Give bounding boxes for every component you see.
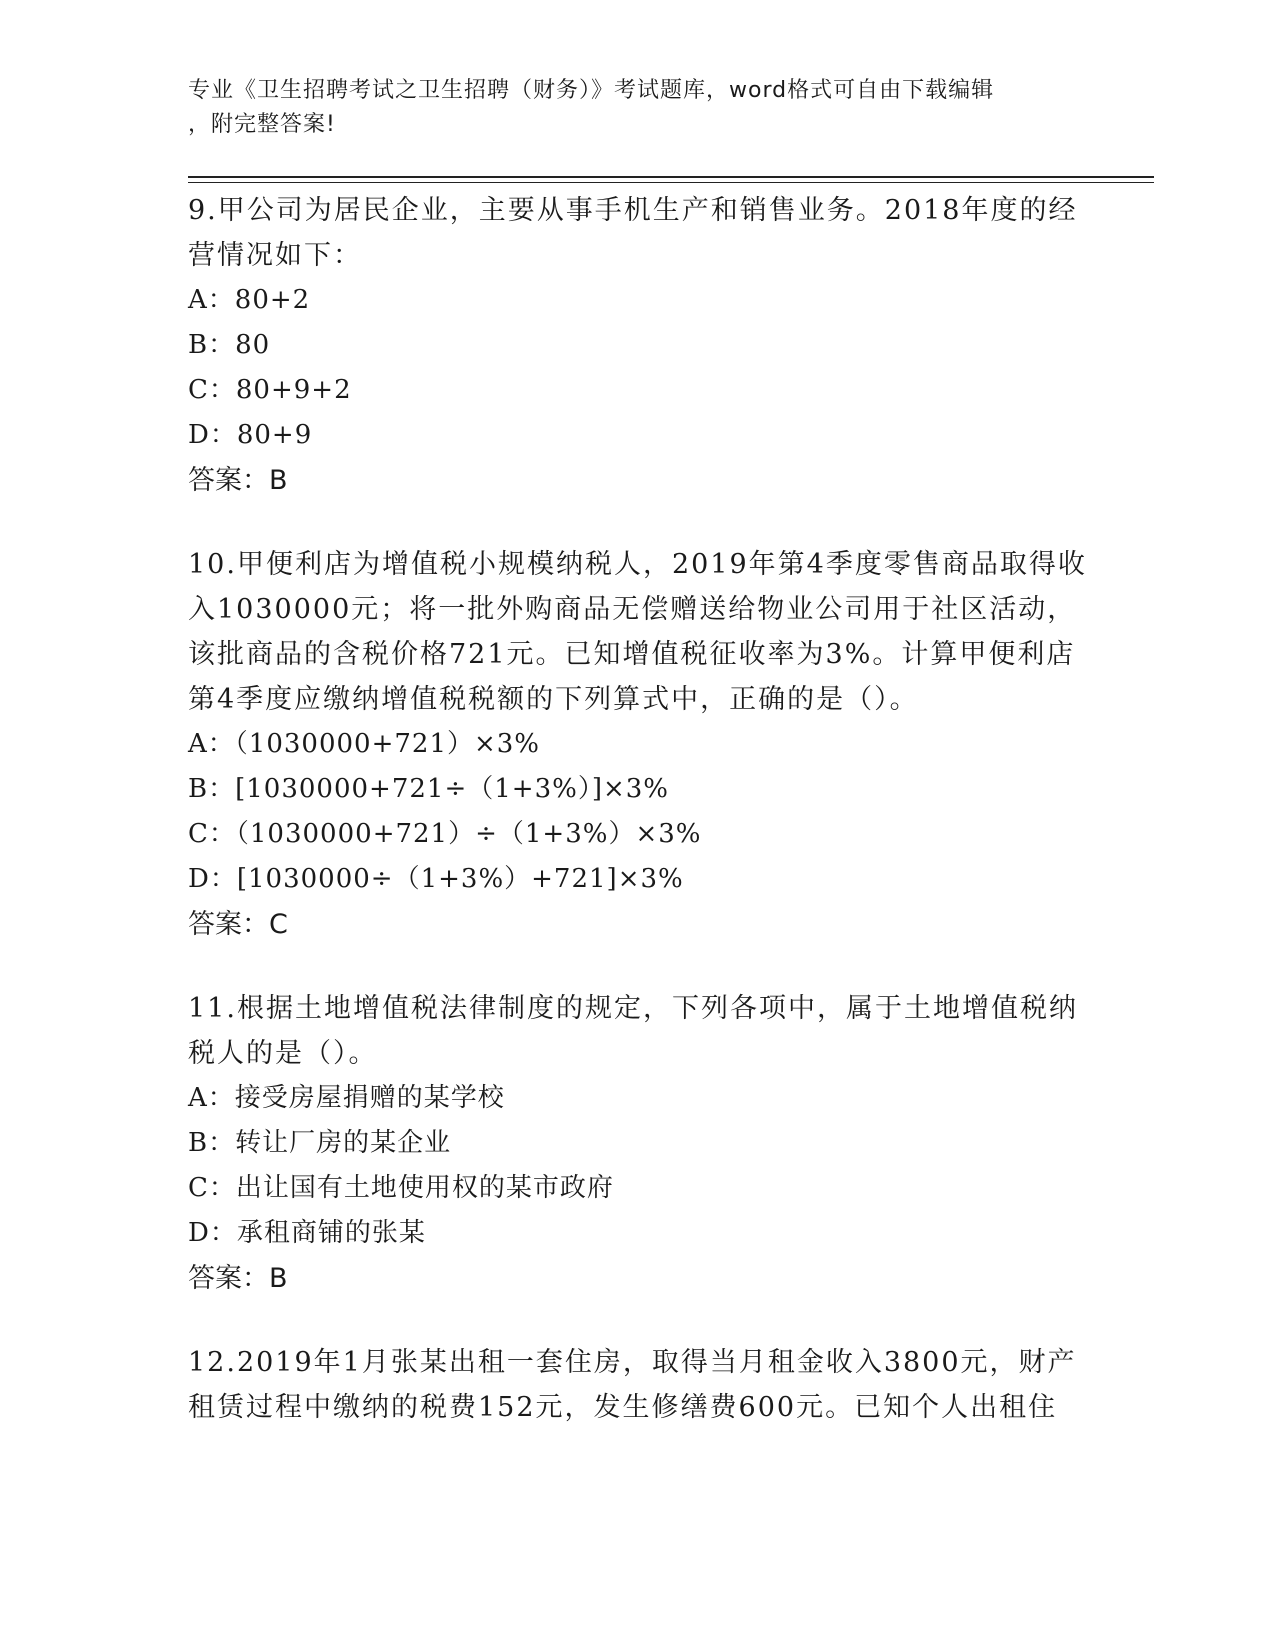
question-12 (188, 1340, 1088, 1430)
option-d: D：承租商铺的张某 (188, 1218, 426, 1248)
option-d: D：80+9 (188, 420, 313, 450)
header-line-1: 专业《卫生招聘考试之卫生招聘（财务）》考试题库，word格式可自由下载编辑 (188, 78, 995, 103)
question-stem: 11.根据土地增值税法律制度的规定，下列各项中，属于土地增值税纳税人的是（）。 (188, 993, 1078, 1069)
option-a: A：80+2 (188, 285, 311, 315)
question-11 (188, 986, 1088, 1302)
header-divider-thick (188, 176, 1154, 178)
option-d: D：[1030000÷（1+3%）+721]×3% (188, 864, 684, 894)
header-line-2: ，附完整答案! (188, 112, 336, 137)
option-c: C：出让国有土地使用权的某市政府 (188, 1173, 614, 1203)
question-stem: 12.2019年1月张某出租一套住房，取得当月租金收入3800元，财产租赁过程中缴纳的税费152元，发生修缮费600元。已知个人出租住 (188, 1347, 1077, 1423)
question-10 (188, 542, 1088, 948)
question-stem: 9.甲公司为居民企业，主要从事手机生产和销售业务。2018年度的经营情况如下： (188, 195, 1078, 271)
question-stem: 10.甲便利店为增值税小规模纳税人，2019年第4季度零售商品取得收入1030000元；将一批外购商品无偿赠送给物业公司用于社区活动，该批商品的含税价格721元。已知增值税征收率为3%。计算甲便利店第4季度应缴纳增值税税额的下列算式中，正确的是（）。 (188, 549, 1087, 715)
option-b: B：[1030000+721÷（1+3%）]×3% (188, 774, 669, 804)
option-a: A：（1030000+721）×3% (188, 729, 541, 759)
option-a: A：接受房屋捐赠的某学校 (188, 1083, 505, 1113)
question-list (188, 188, 1088, 1468)
answer-line: 答案：B (188, 1263, 288, 1294)
option-b: B：80 (188, 330, 271, 360)
answer-line: 答案：C (188, 909, 288, 940)
answer-line: 答案：B (188, 465, 288, 496)
header-divider-thin (188, 182, 1154, 183)
question-9 (188, 188, 1088, 504)
document-header (188, 74, 1068, 142)
option-b: B：转让厂房的某企业 (188, 1128, 452, 1158)
option-c: C：（1030000+721）÷（1+3%）×3% (188, 819, 702, 849)
option-c: C：80+9+2 (188, 375, 352, 405)
